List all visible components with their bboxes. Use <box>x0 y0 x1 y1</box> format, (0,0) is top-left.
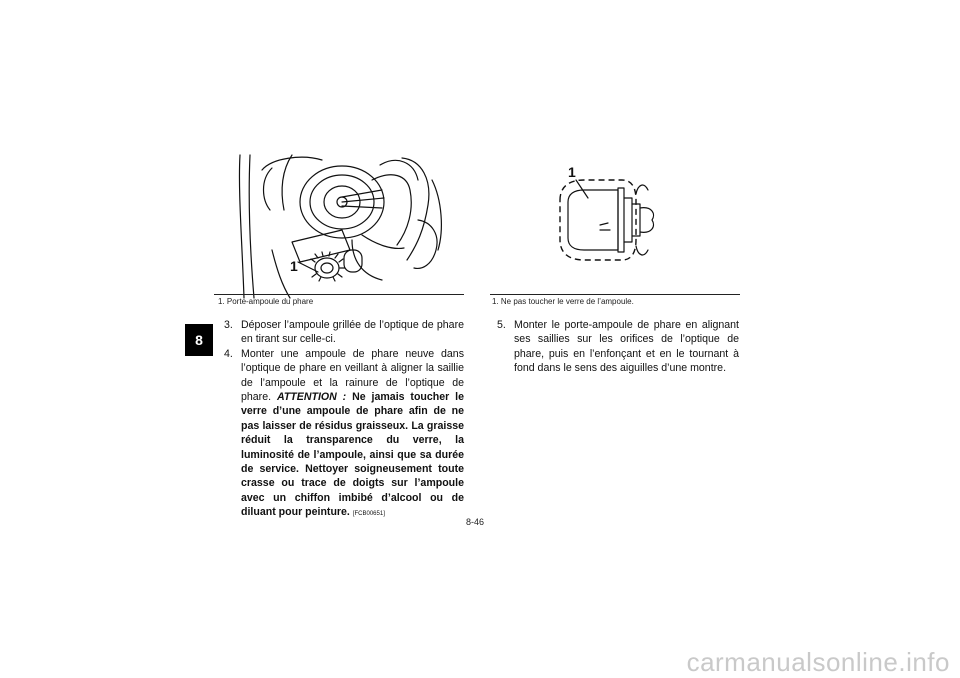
right-column-text <box>497 318 739 376</box>
headlight-holder-illustration <box>232 150 450 300</box>
figure-caption: 1. Porte-ampoule du phare <box>218 297 314 306</box>
attention-text: Ne jamais toucher le verre d’une ampoule de phare afin de ne pas laisser de résidus graisseux. La graisse réduit la transparence du verre, la luminosité de l’ampoule, ainsi que sa durée de service. Nettoyer soigneusement toute crasse ou trace de doigts sur l’ampoule avec un chiffon imbibé d’alcool ou de diluant pour peinture. <box>241 391 464 519</box>
chapter-tab: 8 <box>185 324 213 356</box>
page-number: 8-46 <box>466 517 485 527</box>
step-number: 3. <box>224 319 233 331</box>
left-column-text <box>224 318 464 522</box>
reference-code: [FCB00651] <box>352 511 385 518</box>
attention-label: ATTENTION : <box>276 391 347 404</box>
step-4 <box>224 347 464 522</box>
headlight-bulb-drawing <box>540 160 690 270</box>
step-text: Déposer l’ampoule grillée de l’optique de phare en tirant sur celle-ci. <box>241 319 464 346</box>
figure-caption: 1. Ne pas toucher le verre de l’ampoule. <box>492 297 634 306</box>
step-number: 5. <box>497 319 506 331</box>
caption-rule <box>490 294 740 295</box>
step-number: 4. <box>224 347 233 360</box>
step-3 <box>224 318 464 347</box>
step-text: Monter le porte-ampoule de phare en alignant ses saillies sur les orifices de l’optique de phare, puis en l’enfonçant et en le tournant à fond dans le sens des aiguilles d’une montre. <box>514 319 739 375</box>
figure-callout: 1 <box>290 258 298 274</box>
step-instruction: Monter une ampoule de phare neuve dans l’optique de phare en veillant à aligner la saillie de l’ampoule et la rainure de l’optique de phare. <box>241 347 464 404</box>
watermark: carmanualsonline.info <box>686 647 950 677</box>
figure-callout: 1 <box>568 164 576 180</box>
headlight-holder-drawing <box>232 150 450 300</box>
step-5 <box>497 318 739 376</box>
caption-rule <box>214 294 464 295</box>
headlight-bulb-illustration <box>540 160 690 270</box>
step-text <box>241 347 464 522</box>
